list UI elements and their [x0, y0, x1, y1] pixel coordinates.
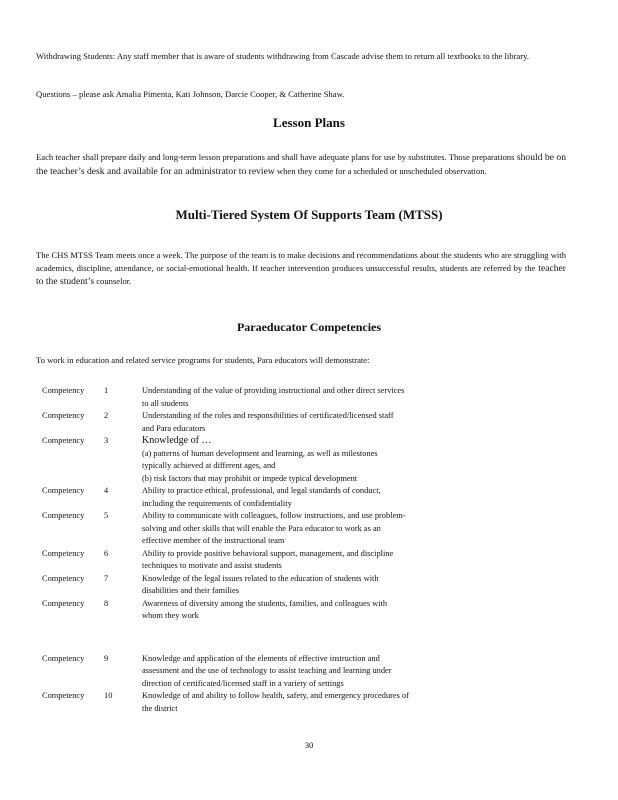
competency-description	[142, 598, 522, 623]
competency-description	[142, 690, 522, 715]
competency-description-line: Understanding of the roles and responsibilities of certificated/licensed staff	[142, 411, 394, 420]
questions-paragraph: Questions – please ask Amalia Pimenta, Kati Johnson, Darcie Cooper, & Catherine Shaw.	[36, 89, 345, 99]
competency-label: Competency	[42, 386, 85, 395]
competency-label: Competency	[42, 511, 85, 520]
competency-row	[42, 598, 522, 623]
competency-number: 3	[104, 436, 109, 445]
competency-description	[142, 385, 522, 410]
competency-description-line: solving and other skills that will enable the Para educator to work as an	[142, 523, 381, 533]
competency-description-line: Knowledge of …	[142, 435, 212, 446]
competency-number: 8	[104, 598, 109, 608]
lesson-plans-paragraph	[36, 151, 566, 178]
competency-description-line: whom they work	[142, 611, 199, 620]
competency-row	[42, 623, 522, 691]
lesson-plans-text-b: should be on the teacher’s desk and available for an administrator to review	[36, 152, 567, 177]
competency-row	[42, 690, 522, 715]
competency-row	[42, 410, 522, 435]
competency-description	[142, 573, 522, 598]
competency-description	[142, 510, 522, 548]
competency-number: 4	[104, 486, 109, 495]
competency-number: 2	[104, 411, 109, 420]
competency-description-line: (b) risk factors that may prohibit or impede typical development	[142, 473, 358, 483]
competency-description-line: and Para educators	[142, 423, 206, 433]
competency-description-line: Ability to communicate with colleagues, follow instructions, and use problem-	[142, 511, 406, 520]
competency-description	[142, 435, 522, 485]
competency-label: Competency	[42, 573, 85, 583]
competency-description-line: Ability to practice ethical, professional, and legal standards of conduct,	[142, 486, 381, 495]
competency-description-line: (a) patterns of human development and learning, as well as milestones	[142, 448, 378, 458]
competency-description	[142, 485, 522, 510]
competency-description-line: including the requirements of confidentiality	[142, 498, 292, 508]
withdrawing-paragraph: Withdrawing Students: Any staff member that is aware of students withdrawing from Cascade advise them to return all textbooks to the library.	[36, 51, 529, 61]
competency-description	[142, 410, 522, 435]
competency-row	[42, 485, 522, 510]
competency-row	[42, 548, 522, 573]
competency-number: 6	[104, 548, 109, 558]
competency-row	[42, 573, 522, 598]
competency-description-line: to all students	[142, 398, 189, 408]
competency-label: Competency	[42, 411, 85, 420]
competency-description-line: the district	[142, 703, 178, 713]
competency-label: Competency	[42, 691, 85, 700]
competency-row	[42, 385, 522, 410]
mtss-paragraph	[36, 249, 566, 289]
competency-description-line: Knowledge and application of the elements of effective instruction and	[142, 653, 380, 663]
competency-label: Competency	[42, 653, 85, 663]
competency-number: 7	[104, 573, 109, 583]
competency-row	[42, 510, 522, 548]
competency-description-line: assessment and the use of technology to assist teaching and learning under	[142, 666, 392, 675]
competency-description-line: typically achieved at different ages, and	[142, 461, 276, 470]
competency-description-line: techniques to motivate and assist students	[142, 561, 282, 570]
para-competencies-heading: Paraeducator Competencies	[236, 320, 382, 334]
competency-description-line: effective member of the instructional team	[142, 536, 285, 545]
competency-number: 9	[104, 653, 109, 663]
mtss-text-b: teacher to the student’s	[36, 262, 566, 287]
competency-label: Competency	[42, 598, 85, 608]
mtss-text-c: counselor.	[94, 276, 132, 286]
mtss-heading: Multi-Tiered System Of Supports Team (MTSS)	[175, 207, 443, 222]
competency-description	[142, 623, 522, 691]
lesson-plans-text-a: Each teacher shall prepare daily and long-term lesson preparations and shall have adequate plans for use by substitutes. Those preparations	[36, 152, 515, 162]
competency-label: Competency	[42, 436, 85, 445]
page-number: 30	[304, 740, 314, 750]
competency-label: Competency	[42, 486, 85, 495]
competency-description-line: direction of certificated/licensed staff in a variety of settings	[142, 678, 344, 688]
para-competencies-intro: To work in education and related service programs for students, Para educators will demonstrate:	[36, 355, 370, 365]
competency-table	[42, 385, 522, 715]
competency-description-line: Understanding of the value of providing instructional and other direct services	[142, 386, 405, 395]
lesson-plans-heading: Lesson Plans	[273, 115, 345, 130]
competency-number: 5	[104, 511, 109, 520]
competency-description-line: disabilities and their families	[142, 586, 239, 595]
competency-description	[142, 548, 522, 573]
competency-label: Competency	[42, 548, 85, 558]
competency-number: 10	[104, 691, 113, 700]
competency-number: 1	[104, 386, 109, 395]
competency-table-body	[42, 385, 522, 715]
competency-description-line: Knowledge of and ability to follow health, safety, and emergency procedures of	[142, 691, 409, 700]
competency-description-line: Awareness of diversity among the students, families, and colleagues with	[142, 598, 388, 608]
competency-row	[42, 435, 522, 485]
lesson-plans-text-c: when they come for a scheduled or unscheduled observation.	[274, 165, 487, 176]
competency-description-line: Knowledge of the legal issues related to the education of students with	[142, 573, 379, 583]
competency-description-line: Ability to provide positive behavioral support, management, and discipline	[142, 548, 394, 558]
mtss-text-a: The CHS MTSS Team meets once a week. The purpose of the team is to make decisions and recommendations about the students who are struggling with academics, discipline, attendance, or social-emotional health. If teacher intervention produces unsuccessful results, students are referred by the	[36, 250, 566, 273]
